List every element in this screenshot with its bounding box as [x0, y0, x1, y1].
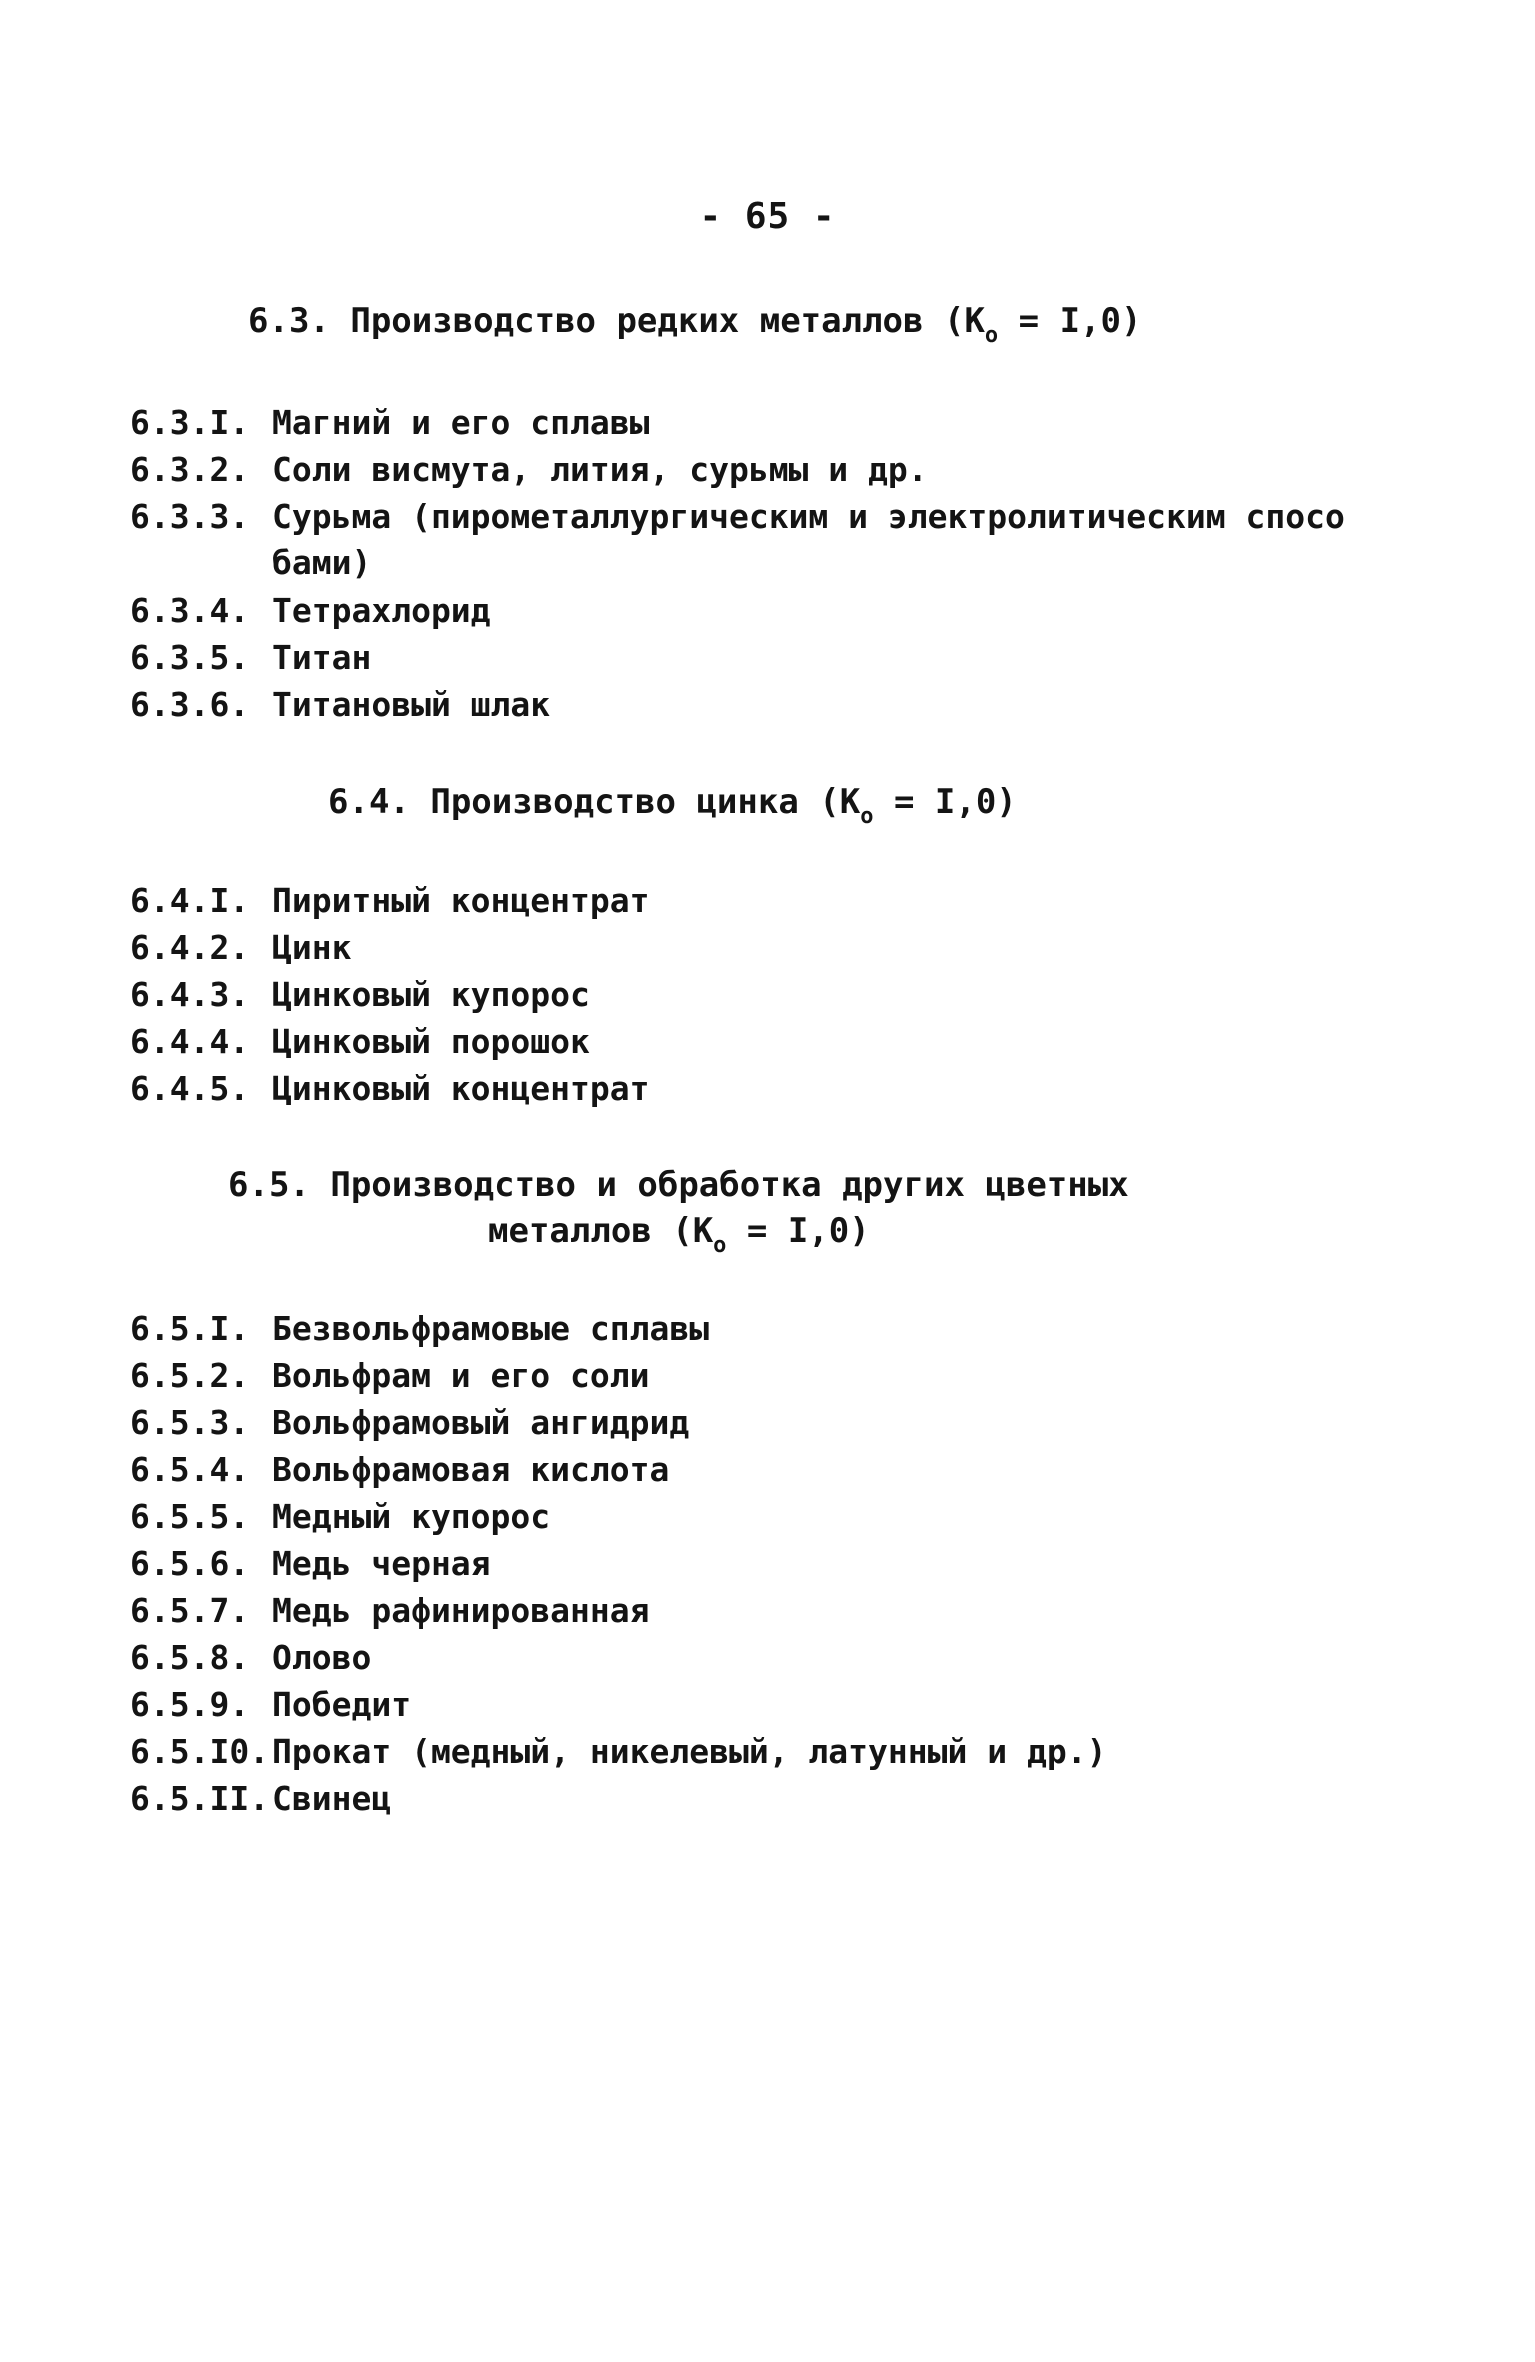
heading-text: 6.3. Производство редких металлов (К — [248, 301, 985, 341]
heading-text: металлов (К — [488, 1211, 714, 1251]
item-number: 6.5.6. — [130, 1544, 250, 1583]
list-item — [130, 1635, 371, 1681]
heading-subscript: о — [984, 323, 999, 348]
item-number: 6.5.2. — [130, 1356, 250, 1395]
item-number: 6.5.9. — [130, 1685, 250, 1724]
list-item — [130, 635, 371, 681]
list-item — [130, 1400, 689, 1446]
item-text: Магний и его сплавы — [272, 403, 650, 442]
list-item — [130, 925, 351, 971]
list-item — [130, 972, 590, 1018]
list-item — [130, 1494, 550, 1540]
item-text: Победит — [272, 1685, 412, 1724]
item-text: Титановый шлак — [272, 685, 551, 724]
list-item — [130, 1776, 391, 1822]
list-item — [130, 1729, 1106, 1775]
list-item — [130, 682, 550, 728]
item-number: 6.4.4. — [130, 1022, 250, 1061]
item-number: 6.5.3. — [130, 1403, 250, 1442]
item-text: Цинковый купорос — [272, 975, 590, 1014]
item-number: 6.5.4. — [130, 1450, 250, 1489]
section-heading-6-4 — [328, 779, 1017, 830]
item-number: 6.4.3. — [130, 975, 250, 1014]
list-item — [130, 1588, 650, 1634]
item-text: Олово — [272, 1638, 372, 1677]
item-number: 6.5.7. — [130, 1591, 250, 1630]
item-text: Вольфрамовая кислота — [272, 1450, 670, 1489]
item-number: 6.5.I. — [130, 1309, 250, 1348]
item-text: Медь черная — [272, 1544, 491, 1583]
heading-text: 6.4. Производство цинка (К — [328, 782, 861, 822]
list-item — [130, 1447, 669, 1493]
item-text-continuation: бами) — [272, 543, 372, 582]
section-heading-6-3 — [248, 298, 1141, 349]
list-item — [130, 878, 650, 924]
item-number: 6.4.2. — [130, 928, 250, 967]
section-heading-6-5 — [228, 1162, 1129, 1208]
list-item — [130, 400, 650, 446]
heading-text-line1: 6.5. Производство и обработка других цветных — [228, 1165, 1129, 1205]
item-number: 6.5.II. — [130, 1779, 270, 1818]
list-item — [130, 1019, 590, 1065]
item-text: Сурьма (пирометаллургическим и электролитическим спосо — [272, 497, 1345, 536]
item-text: Цинк — [272, 928, 352, 967]
item-number: 6.5.8. — [130, 1638, 250, 1677]
list-item — [130, 1682, 411, 1728]
item-text: Вольфрам и его соли — [272, 1356, 650, 1395]
list-item — [130, 1306, 709, 1352]
item-text: Прокат (медный, никелевый, латунный и др.) — [272, 1732, 1107, 1771]
item-text: Медный купорос — [272, 1497, 551, 1536]
heading-suffix: = I,0) — [998, 301, 1142, 341]
item-text: Свинец — [272, 1779, 392, 1818]
list-item — [130, 1541, 491, 1587]
item-text: Пиритный концентрат — [272, 881, 650, 920]
list-item — [130, 447, 928, 493]
item-number: 6.3.4. — [130, 591, 250, 630]
item-number: 6.3.2. — [130, 450, 250, 489]
list-item — [130, 494, 1345, 586]
list-item — [130, 588, 491, 634]
item-number: 6.3.5. — [130, 638, 250, 677]
section-heading-6-5-line2 — [488, 1208, 870, 1259]
item-text: Цинковый порошок — [272, 1022, 590, 1061]
item-text: Соли висмута, лития, сурьмы и др. — [272, 450, 928, 489]
item-number: 6.5.I0. — [130, 1732, 270, 1771]
item-text: Безвольфрамовые сплавы — [272, 1309, 710, 1348]
item-number: 6.4.5. — [130, 1069, 250, 1108]
heading-subscript: о — [713, 1233, 727, 1258]
page-number: - 65 - — [699, 196, 836, 237]
heading-subscript: о — [860, 804, 874, 829]
item-number: 6.3.6. — [130, 685, 250, 724]
item-number: 6.4.I. — [130, 881, 250, 920]
list-item — [130, 1353, 650, 1399]
item-number: 6.5.5. — [130, 1497, 250, 1536]
item-text: Тетрахлорид — [272, 591, 491, 630]
list-item — [130, 1066, 650, 1112]
item-text: Вольфрамовый ангидрид — [272, 1403, 690, 1442]
heading-suffix: = I,0) — [873, 782, 1017, 822]
item-text: Титан — [272, 638, 372, 677]
item-text: Цинковый концентрат — [272, 1069, 650, 1108]
heading-suffix: = I,0) — [726, 1211, 870, 1251]
item-number: 6.3.3. — [130, 497, 250, 536]
item-number: 6.3.I. — [130, 403, 250, 442]
item-text: Медь рафинированная — [272, 1591, 650, 1630]
